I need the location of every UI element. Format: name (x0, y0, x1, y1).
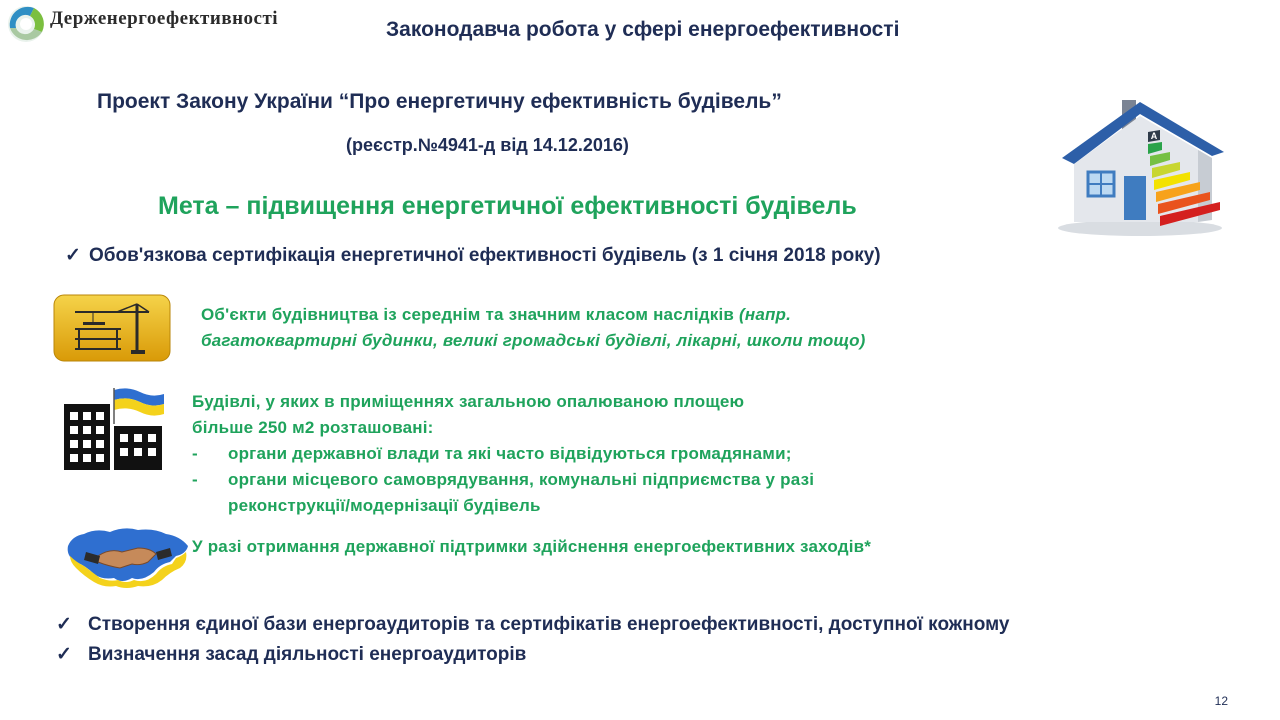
auditors-principles-text: Визначення засад діяльності енергоаудиторів (88, 644, 527, 665)
state-support-text: У разі отримання державної підтримки здійснення енергоефективних заходів* (192, 537, 872, 556)
certification-text: Обов'язкова сертифікація енергетичної ефективності будівель (з 1 січня 2018 року) (89, 245, 881, 266)
auditors-principles-item (56, 643, 526, 666)
ukraine-handshake-icon (62, 522, 192, 590)
page-number: 12 (1214, 694, 1228, 708)
logo-text: Держенергоефективності (50, 8, 279, 29)
construction-line2-italic: багатоквартирні будинки, великі громадські будівлі, лікарні, школи тощо) (201, 331, 866, 350)
construction-line1-italic: (напр. (738, 305, 792, 324)
buildings-bullet2: - органи місцевого самоврядування, комунальні підприємства у разі (192, 470, 815, 489)
buildings-line2: більше 250 м2 розташовані: (192, 418, 434, 437)
law-registration: (реєстр.№4941-д від 14.12.2016) (346, 135, 629, 155)
construction-objects-text (201, 302, 866, 354)
certification-item (65, 244, 881, 267)
checkmark-icon: ✓ (56, 614, 72, 635)
auditors-database-text: Створення єдиної бази енергоаудиторів та сертифікатів енергоефективності, доступної кожному (88, 614, 1010, 635)
house-label: A (1150, 131, 1158, 141)
buildings-flag-icon (58, 386, 168, 472)
energy-house-icon (1048, 92, 1240, 238)
buildings-line1: Будівлі, у яких в приміщеннях загальною опалюваною площею (192, 392, 745, 411)
construction-crane-icon (53, 294, 171, 362)
checkmark-icon: ✓ (65, 245, 81, 266)
law-title: Проект Закону України “Про енергетичну ефективність будівель” (97, 90, 782, 113)
checkmark-icon: ✓ (56, 644, 72, 665)
slide-title: Законодавча робота у сфері енергоефективності (386, 18, 900, 41)
buildings-bullet1: - органи державної влади та які часто відвідуються громадянами; (192, 444, 792, 463)
buildings-text (192, 389, 814, 519)
buildings-bullet2-cont: реконструкції/модернізації будівель (228, 496, 541, 515)
auditors-database-item (56, 613, 1009, 636)
logo-icon (4, 2, 48, 46)
goal-heading: Мета – підвищення енергетичної ефективності будівель (158, 192, 857, 220)
construction-line1: Об'єкти будівництва із середнім та значним класом наслідків (201, 305, 739, 324)
